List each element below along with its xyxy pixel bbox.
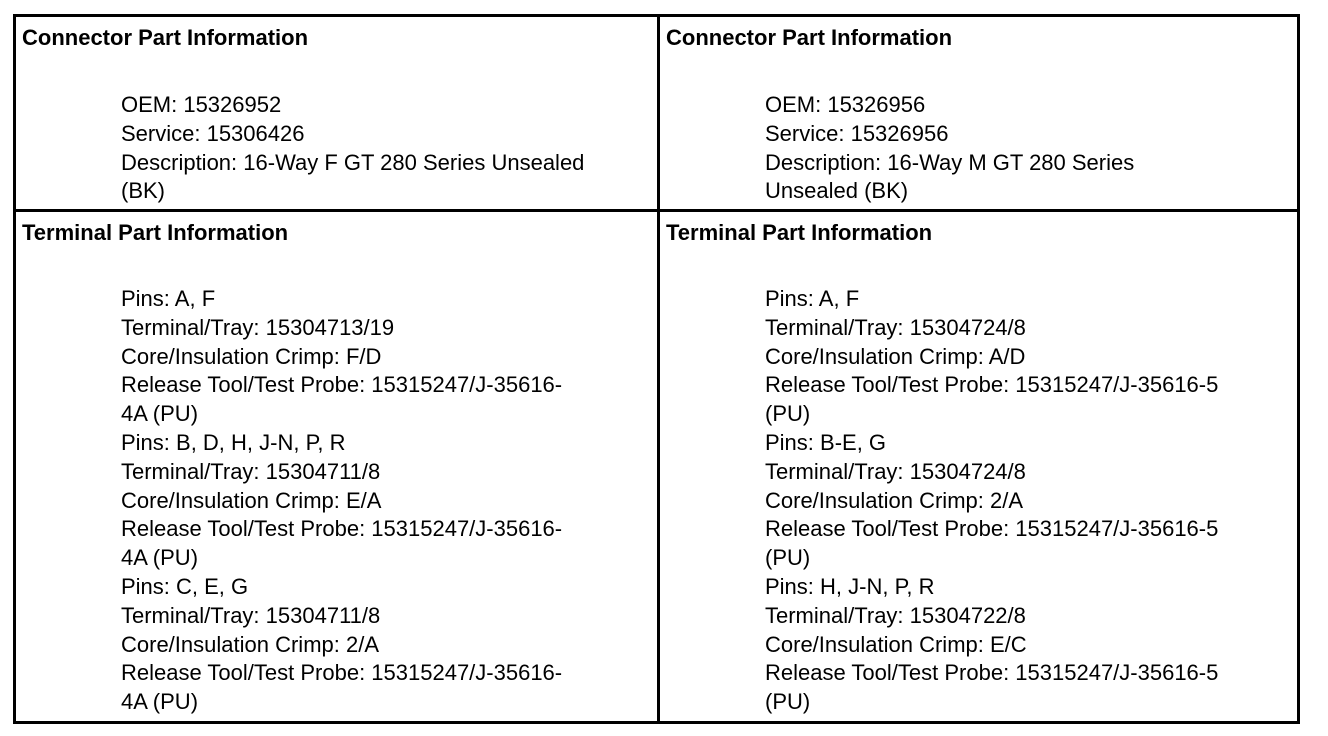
pins-line: Pins: A, F <box>765 286 860 311</box>
connector-part-info-details <box>121 91 651 206</box>
description-line: (BK) <box>121 178 165 204</box>
oem-number: OEM: 15326952 <box>121 92 282 117</box>
release-tool-line: Release Tool/Test Probe: 15315247/J-35616-5 <box>765 660 1219 686</box>
pins-line: Pins: A, F <box>121 286 216 311</box>
terminal-tray-line: Terminal/Tray: 15304711/8 <box>121 602 381 628</box>
release-tool-line: 4A (PU) <box>121 689 199 715</box>
terminal-tray-line: Terminal/Tray: 15304724/8 <box>765 458 1026 484</box>
terminal-tray-line: Terminal/Tray: 15304722/8 <box>765 602 1026 628</box>
release-tool-line: Release Tool/Test Probe: 15315247/J-35616- <box>121 660 563 686</box>
connector-part-info-heading: Connector Part Information <box>22 25 309 50</box>
terminal-part-info-heading: Terminal Part Information <box>666 220 933 245</box>
pins-line: Pins: B, D, H, J-N, P, R <box>121 429 346 455</box>
pins-line: Pins: B-E, G <box>765 429 887 455</box>
terminal-tray-line: Terminal/Tray: 15304711/8 <box>121 458 381 484</box>
release-tool-line: Release Tool/Test Probe: 15315247/J-35616-5 <box>765 372 1219 398</box>
service-number: Service: 15326956 <box>765 120 949 146</box>
release-tool-line: Release Tool/Test Probe: 15315247/J-35616- <box>121 372 563 398</box>
release-tool-line: Release Tool/Test Probe: 15315247/J-35616-5 <box>765 516 1219 542</box>
description-line: Description: 16-Way M GT 280 Series <box>765 149 1135 175</box>
release-tool-line: (PU) <box>765 545 811 571</box>
terminal-part-info-right-cell <box>660 212 1297 721</box>
terminal-part-info-heading: Terminal Part Information <box>22 220 289 245</box>
crimp-line: Core/Insulation Crimp: 2/A <box>121 631 379 657</box>
crimp-line: Core/Insulation Crimp: F/D <box>121 343 382 369</box>
pins-line: Pins: C, E, G <box>121 573 249 599</box>
connector-part-info-right-cell <box>660 17 1297 212</box>
terminal-part-info-left-cell <box>16 212 660 721</box>
terminal-part-info-details <box>121 285 651 717</box>
release-tool-line: Release Tool/Test Probe: 15315247/J-35616- <box>121 516 563 542</box>
release-tool-line: 4A (PU) <box>121 401 199 427</box>
connector-part-info-heading: Connector Part Information <box>666 25 953 50</box>
crimp-line: Core/Insulation Crimp: A/D <box>765 343 1026 369</box>
service-number: Service: 15306426 <box>121 120 305 146</box>
oem-number: OEM: 15326956 <box>765 92 926 117</box>
release-tool-line: (PU) <box>765 401 811 427</box>
release-tool-line: 4A (PU) <box>121 545 199 571</box>
connector-part-info-left-cell <box>16 17 660 212</box>
description-line: Description: 16-Way F GT 280 Series Unsealed <box>121 149 585 175</box>
pins-line: Pins: H, J-N, P, R <box>765 573 935 599</box>
connector-part-info-details <box>765 91 1291 206</box>
terminal-tray-line: Terminal/Tray: 15304724/8 <box>765 314 1026 340</box>
crimp-line: Core/Insulation Crimp: E/C <box>765 631 1027 657</box>
crimp-line: Core/Insulation Crimp: E/A <box>121 487 382 513</box>
crimp-line: Core/Insulation Crimp: 2/A <box>765 487 1023 513</box>
release-tool-line: (PU) <box>765 689 811 715</box>
description-line: Unsealed (BK) <box>765 178 909 204</box>
terminal-part-info-details <box>765 285 1291 717</box>
terminal-tray-line: Terminal/Tray: 15304713/19 <box>121 314 395 340</box>
connector-info-table <box>13 14 1300 724</box>
